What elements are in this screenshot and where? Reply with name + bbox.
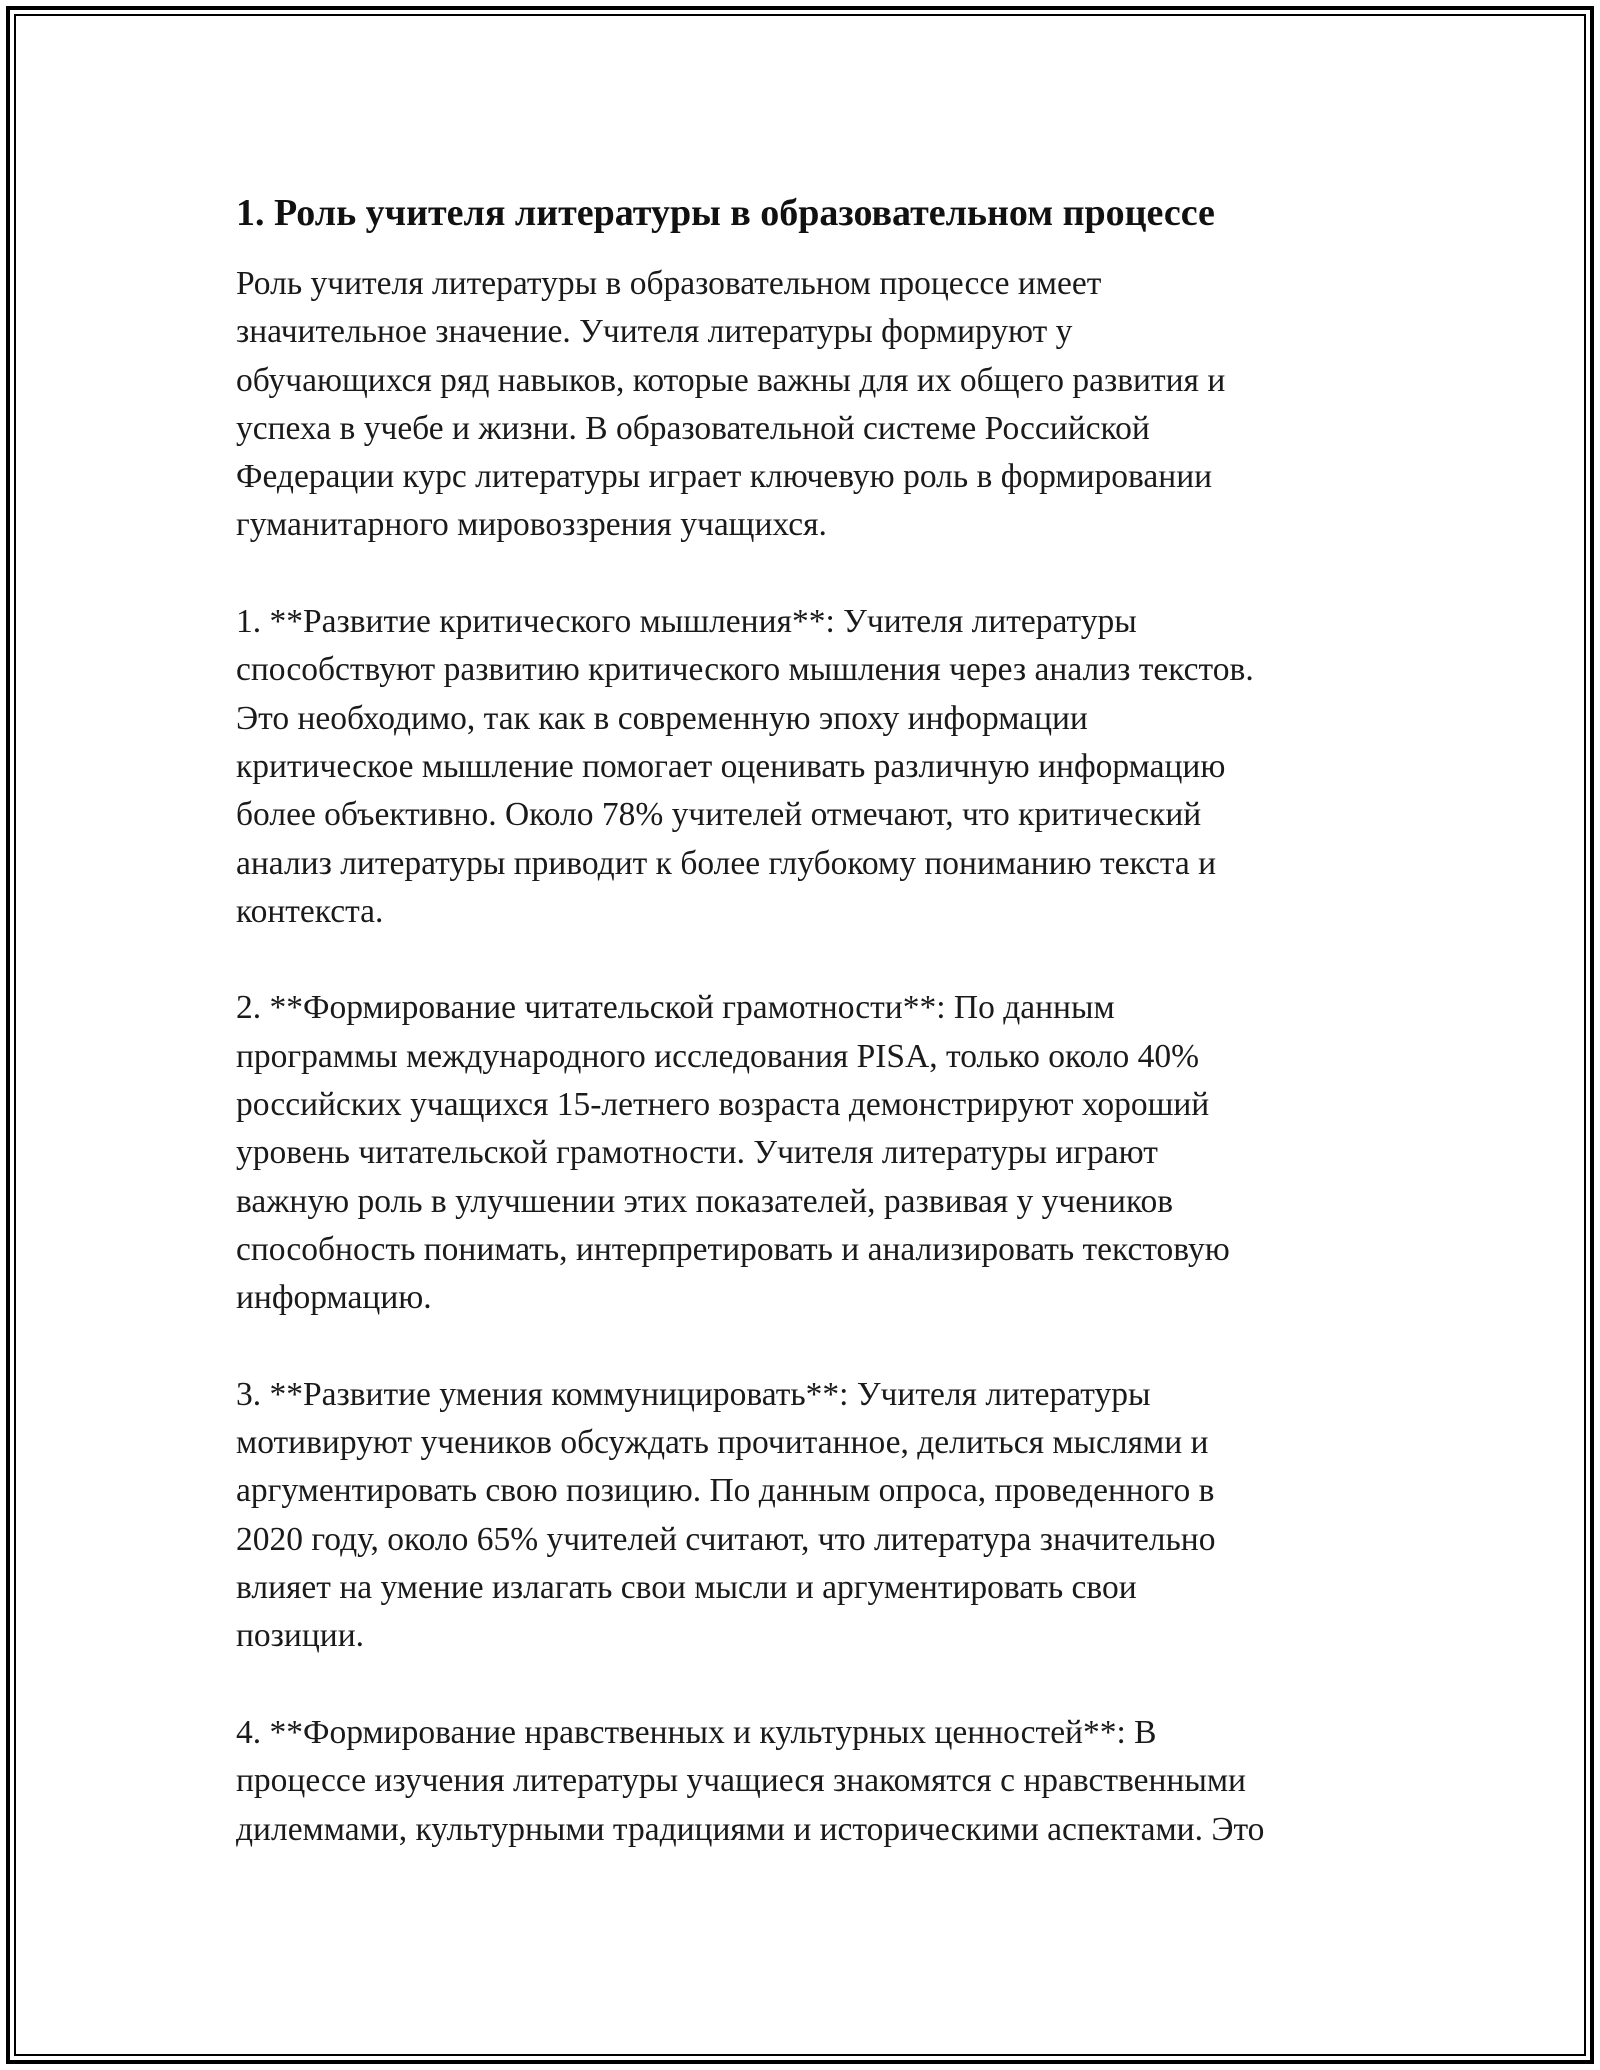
paragraph-critical-thinking: 1. **Развитие критического мышления**: Учителя литературы способствуют развитию критического мышления через анализ текстов. Это необходимо, так как в современную эпоху информации критическое мышление помогает оценивать различную информацию более объективно. Около 78% учителей отмечают, что критический анализ литературы приводит к более глубокому пониманию текста и контекста. — [236, 603, 1254, 930]
paragraph-reading-literacy: 2. **Формирование читательской грамотности**: По данным программы международного исследования PISA, только около 40% российских учащихся 15-летнего возраста демонстрируют хороший уровень читательской грамотности. Учителя литературы играют важную роль в улучшении этих показателей, развивая у учеников способность понимать, интерпретировать и анализировать текстовую информацию. — [236, 989, 1230, 1317]
section-heading: 1. Роль учителя литературы в образовательном процессе — [236, 192, 1215, 234]
intro-paragraph: Роль учителя литературы в образовательном процессе имеет значительное значение. Учителя литературы формируют у обучающихся ряд навыков, которые важны для их общего развития и успеха в учебе и жизни. В образовательной системе Российской Федерации курс литературы играет ключевую роль в формировании гуманитарного мировоззрения учащихся. — [236, 265, 1226, 544]
document-body — [236, 188, 1396, 1902]
paragraph-moral-values: 4. **Формирование нравственных и культурных ценностей**: В процессе изучения литературы учащиеся знакомятся с нравственными дилеммами, культурными традициями и историческими аспектами. Это — [236, 1713, 1265, 1848]
paragraph-communication: 3. **Развитие умения коммуницировать**: Учителя литературы мотивируют учеников обсуждать прочитанное, делиться мыслями и аргументировать свою позицию. По данным опроса, проведенного в 2020 году, около 65% учителей считают, что литература значительно влияет на умение излагать свои мысли и аргументировать свои позиции. — [236, 1375, 1216, 1655]
